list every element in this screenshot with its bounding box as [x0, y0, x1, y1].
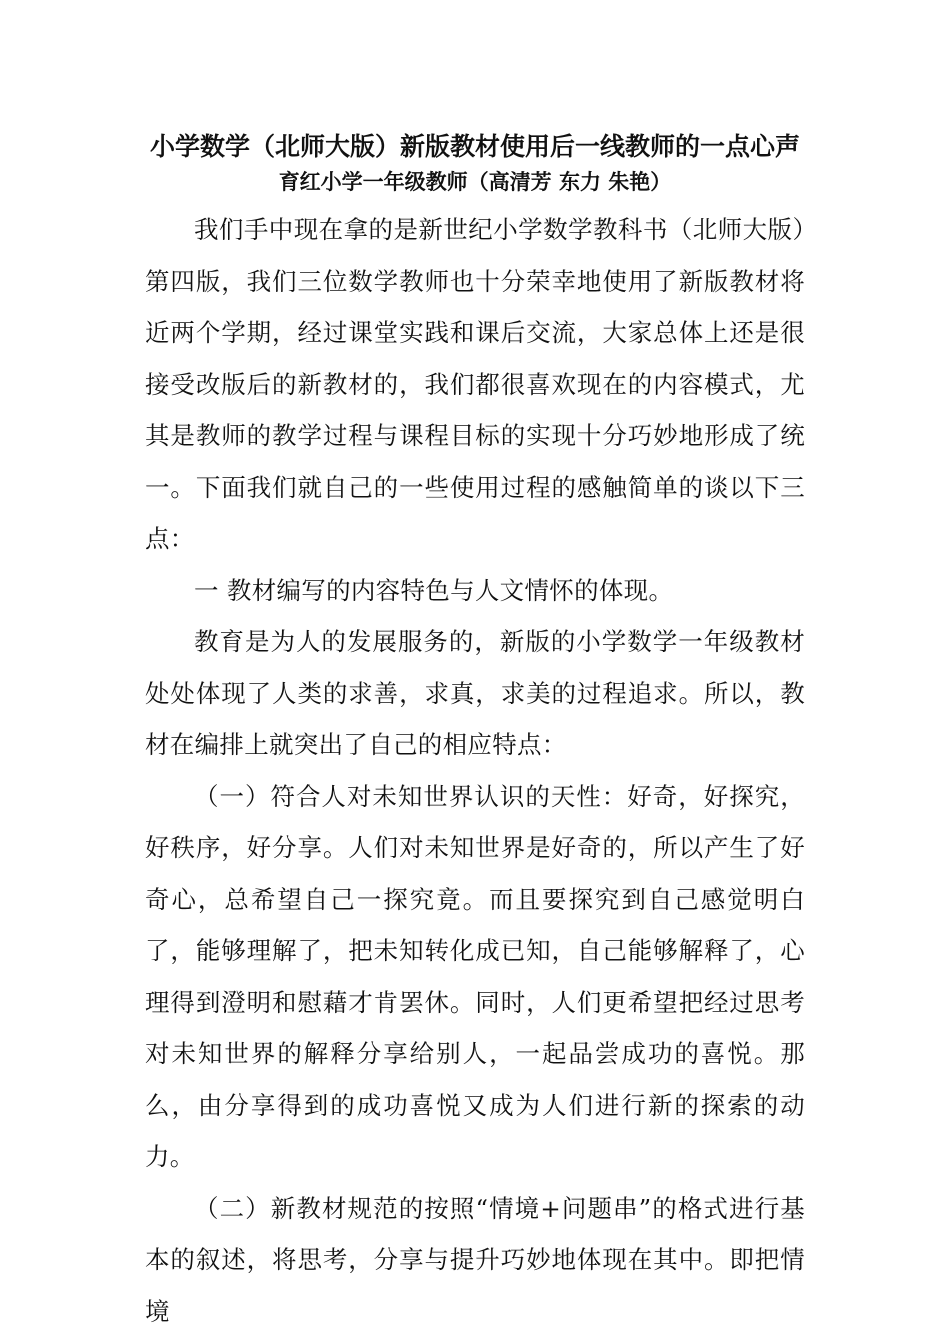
document-title: 小学数学（北师大版）新版教材使用后一线教师的一点心声 — [149, 132, 800, 161]
paragraph-point-1: （一）符合人对未知世界认识的天性：好奇，好探究，好秩序，好分享。人们对未知世界是好奇的，所以产生了好奇心，总希望自己一探究竟。而且要探究到自己感觉明白了，能够理解了，把未知转化成已知，自己能够解释了，心理得到澄明和慰藉才肯罢休。同时，人们更希望把经过思考对未知世界的解释分享给别人，一起品尝成功的喜悦。那么，由分享得到的成功喜悦又成为人们进行新的探索的动力。 — [145, 781, 805, 1171]
paragraph-intro: 我们手中现在拿的是新世纪小学数学教科书（北师大版）第四版，我们三位数学教师也十分荣幸地使用了新版教材将近两个学期，经过课堂实践和课后交流，大家总体上还是很接受改版后的新教材的，我们都很喜欢现在的内容模式，尤其是教师的教学过程与课程目标的实现十分巧妙地形成了统一。下面我们就自己的一些使用过程的感触简单的谈以下三点： — [145, 215, 805, 553]
paragraph-point-2: （二）新教材规范的按照“情境+问题串”的格式进行基本的叙述，将思考，分享与提升巧妙地体现在其中。即把情境 — [145, 1193, 805, 1326]
section-heading-1: 一 教材编写的内容特色与人文情怀的体现。 — [194, 575, 674, 605]
paragraph-education: 教育是为人的发展服务的，新版的小学数学一年级教材处处体现了人类的求善，求真，求美的过程追求。所以，教材在编排上就突出了自己的相应特点： — [145, 627, 805, 759]
document-page — [145, 128, 805, 1337]
document-subtitle: 育红小学一年级教师（高清芳 东力 朱艳） — [278, 170, 672, 194]
